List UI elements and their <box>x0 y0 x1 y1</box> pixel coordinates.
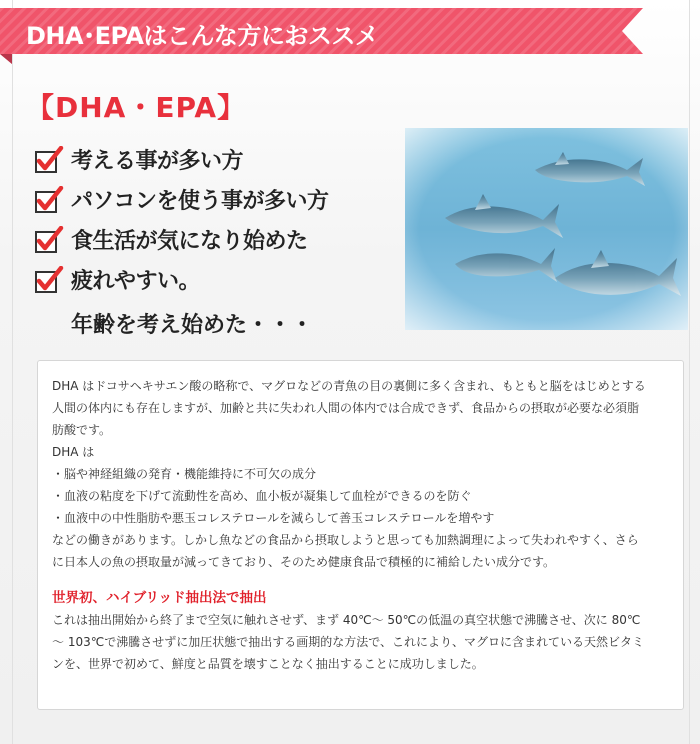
intro-line: DHA はドコサヘキサエン酸の略称で、マグロなどの青魚の目の裏側に多く含まれ、もともと脳をはじめとする <box>52 379 646 393</box>
recommend-checklist <box>34 142 424 302</box>
intro-line: 人間の体内にも存在しますが、加齢と共に失われ人間の体内では合成できず、食品からの摂取が必要な必須脂 <box>52 401 640 415</box>
checklist-item <box>34 262 424 302</box>
checklist-item-label: パソコンを使う事が多い方 <box>71 189 329 214</box>
section-heading: 【DHA・EPA】 <box>26 91 247 124</box>
summary-line: などの働きがあります。しかし魚などの食品から摂取しようと思っても加熱調理によって失われやすく、さら <box>52 533 639 547</box>
checklist-item-label: 食生活が気になり始めた <box>71 229 308 254</box>
extraction-line: これは抽出開始から終了まで空気に触れさせず、まず 40℃～ 50℃の低温の真空状態で沸騰させ、次に 80℃ <box>52 613 641 627</box>
checkbox-checked-icon <box>34 186 64 216</box>
extraction-line: ～ 103℃で沸騰させずに加圧状態で抽出する画期的な方法で、これにより、マグロに含まれている天然ビタミ <box>52 635 644 649</box>
summary-line: に日本人の魚の摂取量が減ってきており、そのため健康食品で積極的に補給したい成分です。 <box>52 555 556 569</box>
intro-line: 肪酸です。 <box>52 423 112 437</box>
checklist-item-label: 考える事が多い方 <box>71 149 244 174</box>
checklist-item-label: 疲れやすい。 <box>71 269 201 294</box>
banner-title: DHA･EPAはこんな方におススメ <box>26 22 379 50</box>
checklist-extra-line: 年齢を考え始めた・・・ <box>71 313 314 338</box>
checkbox-checked-icon <box>34 266 64 296</box>
checklist-item <box>34 182 424 222</box>
benefit-bullet: ・血液中の中性脂肪や悪玉コレステロールを減らして善玉コレステロールを増やす <box>52 511 495 525</box>
extraction-heading: 世界初、ハイブリッド抽出法で抽出 <box>52 590 267 606</box>
benefit-bullet: ・脳や神経組織の発育・機能維持に不可欠の成分 <box>52 467 317 481</box>
dha-label: DHA は <box>52 445 95 459</box>
tuna-fish-icon <box>405 128 688 330</box>
checkbox-checked-icon <box>34 146 64 176</box>
checkbox-checked-icon <box>34 226 64 256</box>
tuna-photo <box>405 128 688 330</box>
extraction-line: ンを、世界で初めて、鮮度と品質を壊すことなく抽出することに成功しました。 <box>52 657 484 671</box>
dha-info-box <box>37 360 684 710</box>
benefit-bullet: ・血液の粘度を下げて流動性を高め、血小板が凝集して血栓ができるのを防ぐ <box>52 489 472 503</box>
checklist-item <box>34 222 424 262</box>
title-ribbon <box>0 8 643 64</box>
checklist-item <box>34 142 424 182</box>
